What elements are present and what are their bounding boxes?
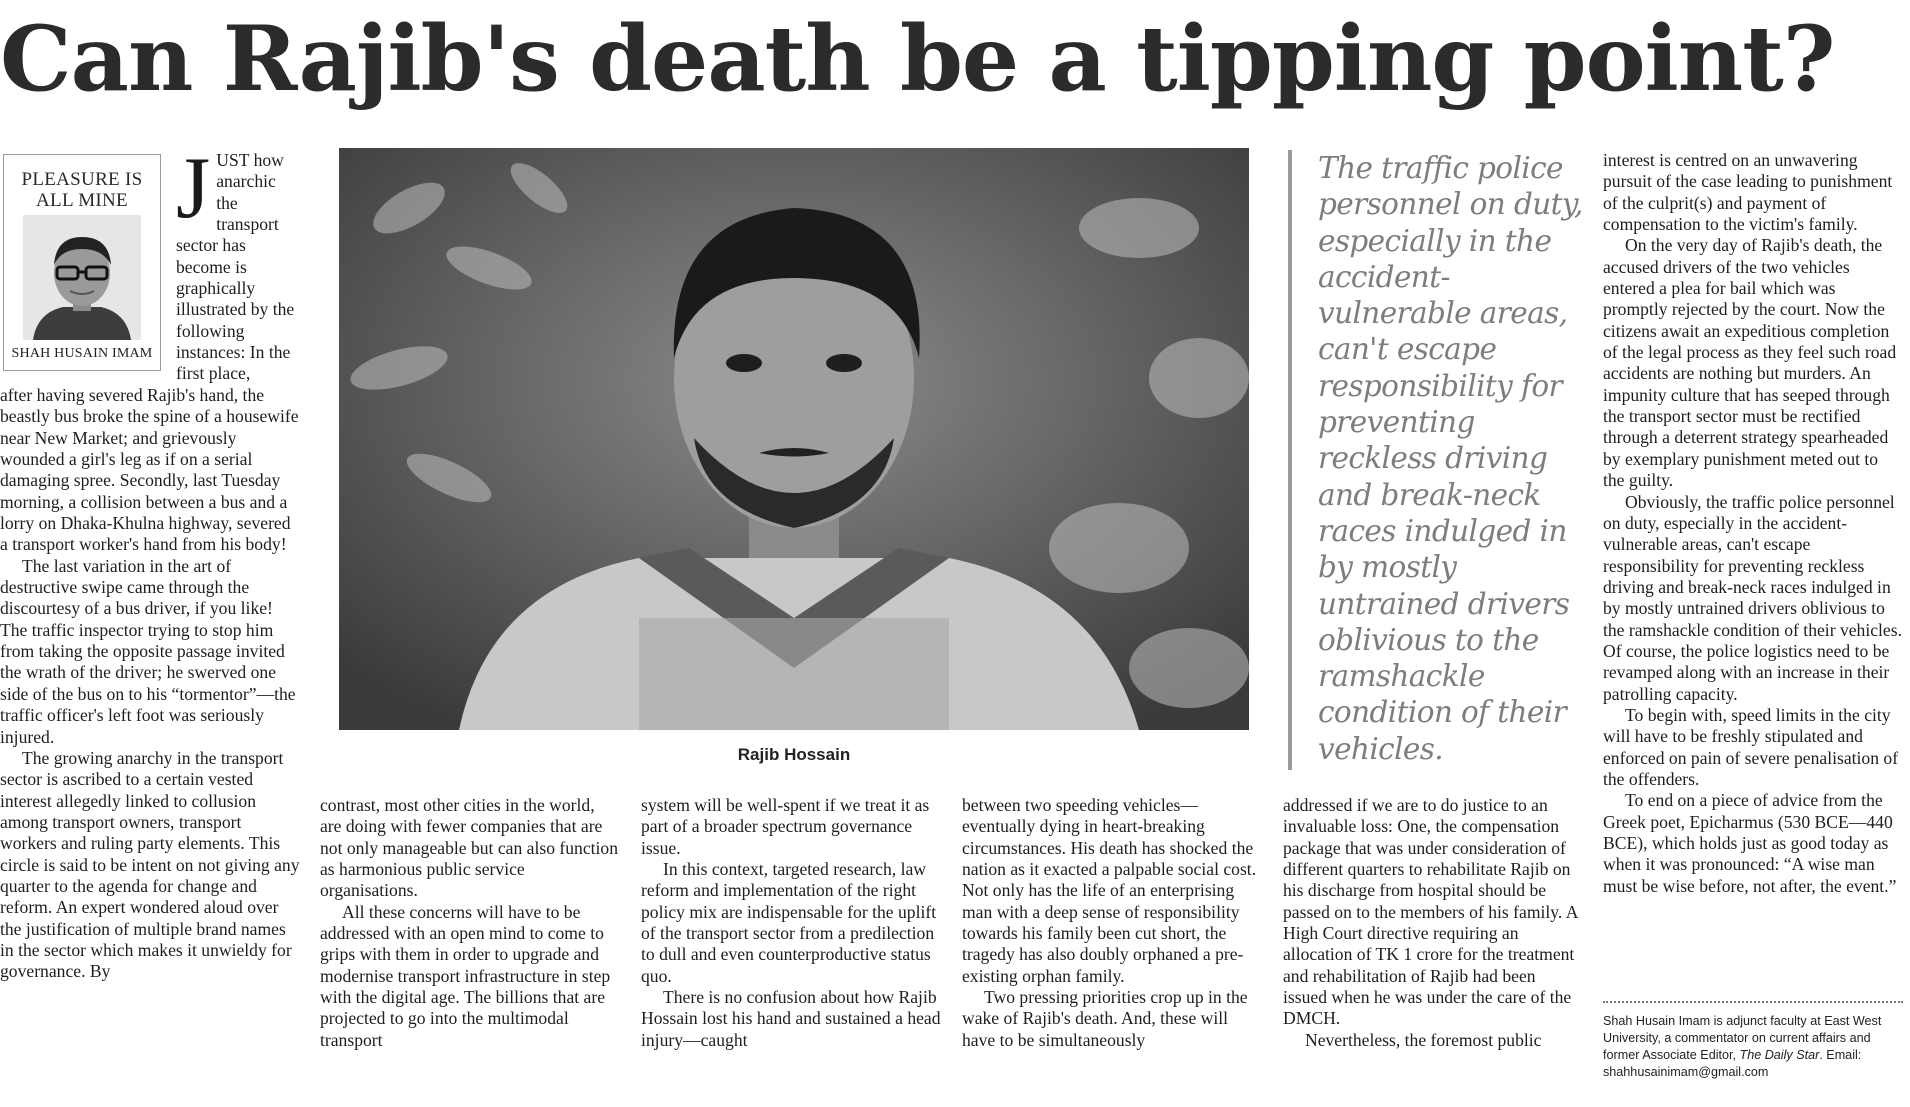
paragraph: contrast, most other cities in the world, are doing with fewer companies that are not only manageable but can also function as harmonious public service organisations. bbox=[320, 795, 619, 901]
article-column-6 bbox=[1603, 150, 1903, 897]
article-column-2 bbox=[320, 795, 620, 1051]
paragraph: between two speeding vehicles—eventually dying in heart-breaking circumstances. His death has shocked the nation as it exacted a palpable social cost. Not only has the life of an enterprising man with a deep sense of responsibility towards his family been cut short, the tragedy has also doubly orphaned a pre-existing orphan family. bbox=[962, 795, 1257, 986]
article-column-3 bbox=[641, 795, 941, 1051]
paragraph: The growing anarchy in the transport sector is ascribed to a certain vested interest allegedly linked to collusion among transport owners, transport workers and ruling party elements. This circle is said to be intent on not giving any quarter to the agenda for change and reform. An expert wondered aloud over the justification of multiple brand names in the sector which makes it unwieldy for governance. By bbox=[0, 747, 300, 982]
article-column-4 bbox=[962, 795, 1262, 1051]
bio-divider bbox=[1603, 1001, 1903, 1003]
paragraph: interest is centred on an unwavering pursuit of the case leading to punishment of the culprit(s) and payment of compensation to the victim's family. bbox=[1603, 150, 1893, 235]
pull-quote: The traffic police personnel on duty, especially in the accident-vulnerable areas, can't escape responsibility for preventing reckless driving and break-neck races indulged in by mostly untrained drivers oblivious to the ramshackle condition of their vehicles. bbox=[1318, 151, 1583, 766]
paragraph: To end on a piece of advice from the Greek poet, Epicharmus (530 BCE—440 BCE), which holds just as good today as when it was pronounced: “A wise man must be wise before, not after, the event.” bbox=[1603, 790, 1897, 896]
columnist-photo bbox=[23, 215, 141, 340]
article-column-5 bbox=[1283, 795, 1583, 1051]
pull-quote-rule bbox=[1288, 150, 1292, 770]
paragraph: There is no confusion about how Rajib Hossain lost his hand and sustained a head injury—caught bbox=[641, 987, 941, 1050]
paragraph: On the very day of Rajib's death, the accused drivers of the two vehicles entered a plea for bail which was promptly rejected by the court. Now the citizens await an expeditious completion of the legal process as they feel such road accidents are nothing but murders. An impunity culture that has seeped through the transport sector must be rectified through a deterrent strategy spearheaded by exemplary punishment meted out to the guilty. bbox=[1603, 235, 1897, 491]
columnist-box bbox=[3, 154, 161, 371]
drop-cap: J bbox=[176, 140, 211, 237]
paragraph: Obviously, the traffic police personnel on duty, especially in the accident-vulnerable areas, can't escape responsibility for preventing reckless driving and break-neck races indulged in by mostly untrained drivers oblivious to the ramshackle condition of their vehicles. Of course, the police logistics need to be revamped along with an increase in their patrolling capacity. bbox=[1603, 491, 1902, 704]
column-title-line-1: PLEASURE IS bbox=[21, 169, 143, 190]
paragraph: after having severed Rajib's hand, the beastly bus broke the spine of a housewife near New Market; and grievously wounded a girl's leg as if on a serial damaging spree. Secondly, last Tuesday morning, a collision between a bus and a lorry on Dhaka-Khulna highway, severed a transport worker's hand from his body! bbox=[0, 385, 299, 555]
article-column-1-top bbox=[176, 140, 298, 385]
bio-text: Shah Husain Imam is adjunct faculty at East West University, a commentator on current affairs and former Associate Editor, bbox=[1603, 1014, 1882, 1062]
author-bio bbox=[1603, 1013, 1903, 1081]
column-title-line-2: ALL MINE bbox=[36, 190, 128, 211]
bio-publication: The Daily Star bbox=[1739, 1048, 1820, 1062]
paragraph: Nevertheless, the foremost public bbox=[1305, 1029, 1542, 1050]
rajib-hossain-portrait-image bbox=[339, 148, 1249, 730]
paragraph: Two pressing priorities crop up in the wake of Rajib's death. And, these will have to be simultaneously bbox=[962, 987, 1248, 1050]
article-column-1 bbox=[0, 385, 300, 983]
column-title bbox=[4, 169, 160, 211]
main-photo bbox=[339, 148, 1249, 730]
bio-email: . Email: shahhusainimam@gmail.com bbox=[1603, 1048, 1862, 1079]
headline: Can Rajib's death be a tipping point? bbox=[0, 6, 1835, 112]
paragraph: To begin with, speed limits in the city will have to be freshly stipulated and enforced on pain of severe penalisation of the offenders. bbox=[1603, 704, 1899, 789]
paragraph: All these concerns will have to be addressed with an open mind to come to grips with them in order to upgrade and modernise transport infrastructure in step with the digital age. The billions that are projected to go into the multimodal transport bbox=[320, 901, 611, 1050]
columnist-name: SHAH HUSAIN IMAM bbox=[11, 346, 153, 361]
photo-caption: Rajib Hossain bbox=[737, 745, 851, 764]
paragraph: addressed if we are to do justice to an invaluable loss: One, the compensation package that was under consideration of different quarters to rehabilitate Rajib on his discharge from hospital should be passed on to the members of his family. A High Court directive requiring an allocation of TK 1 crore for the treatment and rehabilitation of Rajib had been issued when he was under the care of the DMCH. bbox=[1283, 795, 1578, 1029]
paragraph: The last variation in the art of destructive swipe came through the discourtesy of a bus driver, if you like! The traffic inspector trying to stop him from taking the opposite passage invited the wrath of the driver; he swerved one side of the bus on to his “tormentor”—the traffic officer's left foot was seriously injured. bbox=[0, 555, 296, 747]
paragraph: In this context, targeted research, law reform and implementation of the right policy mix are indispensable for the uplift of the transport sector from a predilection to dull and even counterproductive status quo. bbox=[641, 859, 937, 986]
paragraph: system will be well-spent if we treat it as part of a broader spectrum governance issue. bbox=[641, 795, 930, 858]
columnist-portrait-image bbox=[23, 215, 141, 340]
article-text-1a: UST how anarchic the transport sector has become is graphically illustrated by the following instances: In the first place, bbox=[176, 150, 295, 384]
